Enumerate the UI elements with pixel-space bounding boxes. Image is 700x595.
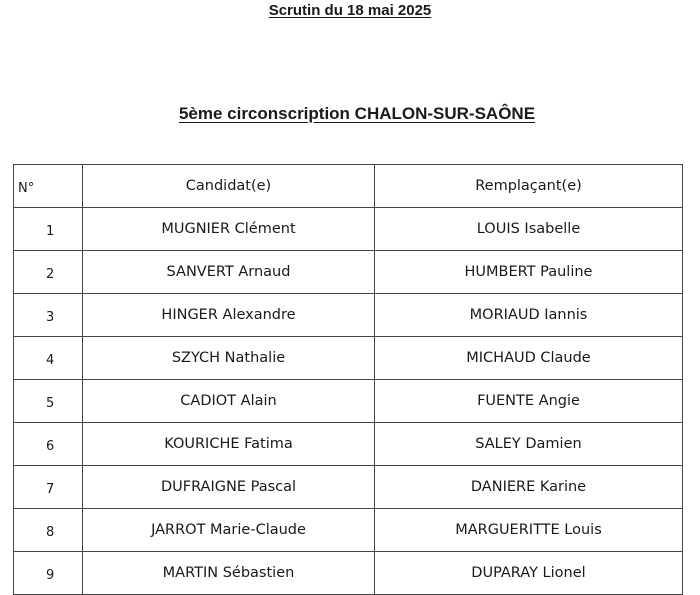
row-candidate: CADIOT Alain [83,380,375,423]
table-row [14,380,683,423]
table-row [14,251,683,294]
header-candidate: Candidat(e) [83,165,375,208]
row-candidate: MARTIN Sébastien [83,552,375,595]
row-number: 7 [14,466,83,509]
row-candidate: DUFRAIGNE Pascal [83,466,375,509]
row-number: 9 [14,552,83,595]
table-header-row [14,165,683,208]
row-number: 8 [14,509,83,552]
row-candidate: SANVERT Arnaud [83,251,375,294]
row-candidate: JARROT Marie-Claude [83,509,375,552]
row-number: 3 [14,294,83,337]
header-replacement: Remplaçant(e) [375,165,683,208]
row-replacement: DANIERE Karine [375,466,683,509]
table-row [14,423,683,466]
row-candidate: SZYCH Nathalie [83,337,375,380]
candidates-table [13,164,683,595]
header-number: N° [14,165,83,208]
row-number: 2 [14,251,83,294]
table-row [14,509,683,552]
row-number: 5 [14,380,83,423]
document-title: Scrutin du 18 mai 2025 [268,2,432,19]
table-row [14,208,683,251]
row-replacement: MORIAUD Iannis [375,294,683,337]
row-replacement: SALEY Damien [375,423,683,466]
row-replacement: MARGUERITTE Louis [375,509,683,552]
row-number: 1 [14,208,83,251]
table-row [14,552,683,595]
row-replacement: LOUIS Isabelle [375,208,683,251]
row-candidate: KOURICHE Fatima [83,423,375,466]
row-replacement: DUPARAY Lionel [375,552,683,595]
row-number: 6 [14,423,83,466]
row-candidate: HINGER Alexandre [83,294,375,337]
row-candidate: MUGNIER Clément [83,208,375,251]
row-replacement: FUENTE Angie [375,380,683,423]
row-replacement: MICHAUD Claude [375,337,683,380]
constituency-title: 5ème circonscription CHALON-SUR-SAÔNE [178,104,536,123]
table-row [14,466,683,509]
table-row [14,294,683,337]
row-replacement: HUMBERT Pauline [375,251,683,294]
table-row [14,337,683,380]
row-number: 4 [14,337,83,380]
